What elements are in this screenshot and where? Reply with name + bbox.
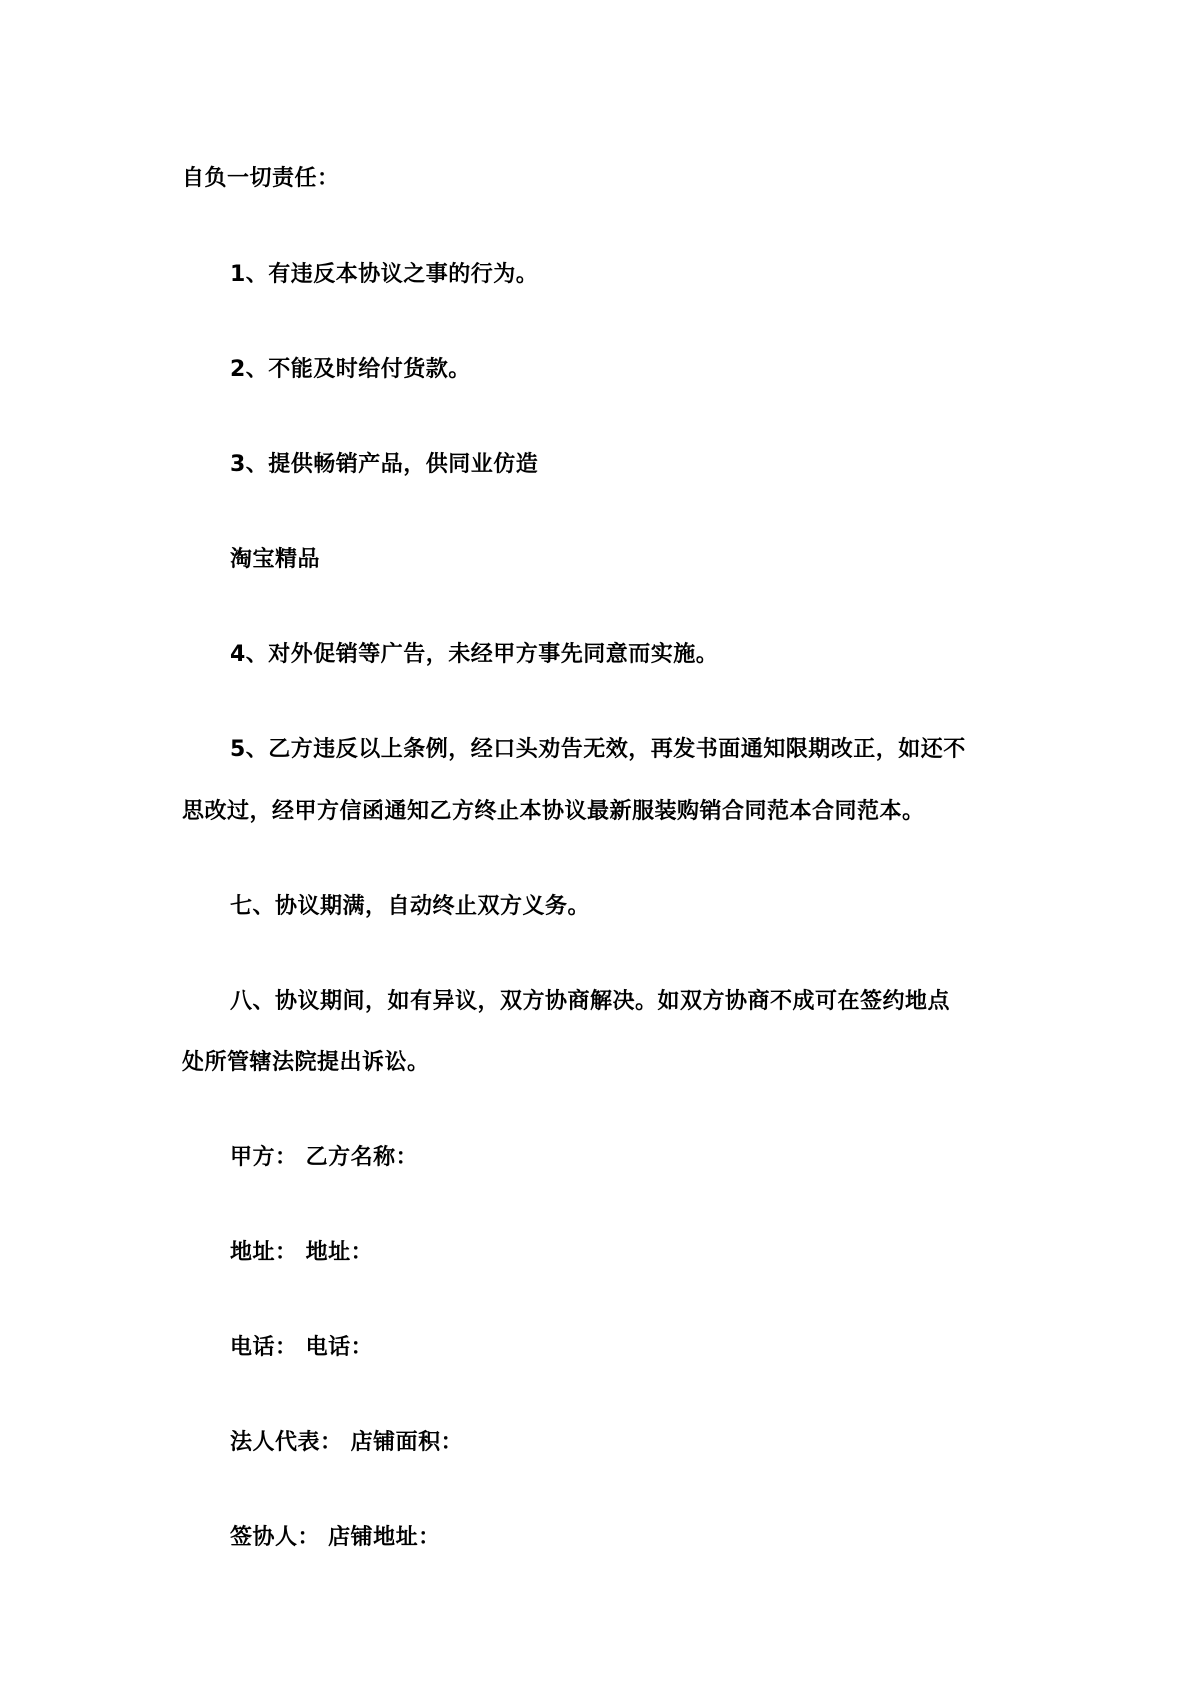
clause-1: 1、有违反本协议之事的行为。 <box>230 262 539 287</box>
signature-party-names: 甲方： 乙方名称： <box>230 1145 419 1170</box>
watermark-line: 淘宝精品 <box>230 547 321 572</box>
clause-5-line-1: 5、乙方违反以上条例，经口头劝告无效，再发书面通知限期改正，如还不 <box>230 737 966 762</box>
signature-phones: 电话： 电话： <box>230 1335 374 1360</box>
clause-2: 2、不能及时给付货款。 <box>230 357 471 382</box>
article-8-line-1: 八、协议期间，如有异议，双方协商解决。如双方协商不成可在签约地点 <box>230 989 951 1014</box>
clause-5-line-2: 思改过，经甲方信函通知乙方终止本协议最新服装购销合同范本合同范本。 <box>182 799 925 824</box>
signature-legal-rep: 法人代表： 店铺面积： <box>230 1430 464 1455</box>
clause-3: 3、提供畅销产品，供同业仿造 <box>230 452 539 477</box>
clause-4: 4、对外促销等广告，未经甲方事先同意而实施。 <box>230 642 719 667</box>
signature-addresses: 地址： 地址： <box>230 1240 374 1265</box>
article-8-line-2: 处所管辖法院提出诉讼。 <box>182 1050 430 1075</box>
paragraph-liability-intro: 自负一切责任： <box>182 166 340 191</box>
signature-signatory: 签协人： 店铺地址： <box>230 1525 441 1550</box>
article-7: 七、协议期满，自动终止双方义务。 <box>230 894 591 919</box>
